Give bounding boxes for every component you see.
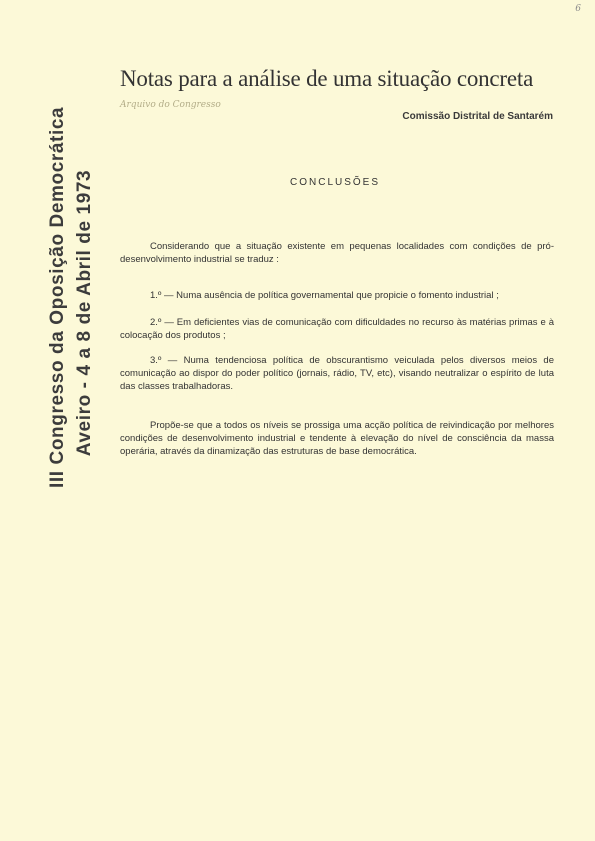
paragraph-item-2: 2.º — Em deficientes vias de comunicação com dificuldades no recurso às matérias primas e à colocação dos produtos ;: [120, 317, 554, 341]
paragraph-conclusion: Propõe-se que a todos os níveis se prossiga uma acção política de reivindicação por melhores condições de desenvolvimento industrial e tendente à elevação do nível de consciência da massa operária, através da dinamização das estruturas de base democrática.: [120, 420, 554, 457]
paragraph-item-1: 1.º — Numa ausência de política governamental que propicie o fomento industrial ;: [150, 290, 499, 301]
sidebar-line-dates: Aveiro - 4 a 8 de Abril de 1973: [74, 169, 95, 457]
page-number: 6: [575, 4, 581, 14]
sidebar-rotated-text: [44, 106, 102, 488]
paragraph-item-3: 3.º — Numa tendenciosa política de obscurantismo veiculada pelos diversos meios de comunicação ao dispor do poder político (jornais, rádio, TV, etc), visando neutralizar o espírito de luta das classes trabalhadoras.: [120, 355, 554, 392]
paragraph-intro: Considerando que a situação existente em pequenas localidades com condições de pró-desenvolvimento industrial se traduz :: [120, 241, 554, 265]
sidebar-congress-banner: [44, 106, 102, 488]
sidebar-line-congress: III Congresso da Oposição Democrática: [47, 106, 68, 488]
document-title: Notas para a análise de uma situação concreta: [120, 66, 534, 91]
section-heading: CONCLUSÕES: [290, 177, 381, 188]
author-line: Comissão Distrital de Santarém: [402, 111, 553, 122]
handwritten-annotation: Arquivo do Congresso: [120, 100, 221, 110]
